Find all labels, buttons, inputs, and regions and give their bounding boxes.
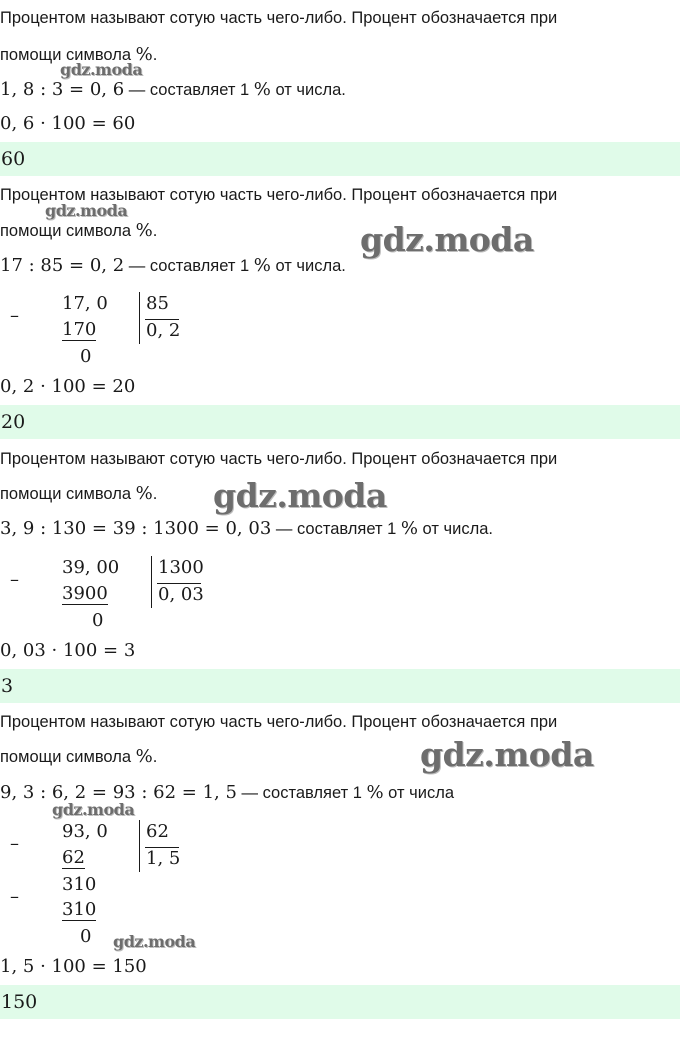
remainder: 0: [92, 610, 104, 631]
watermark: gdz.moda: [45, 201, 128, 220]
remainder: 0: [80, 926, 92, 947]
watermark: gdz.moda: [113, 932, 196, 951]
definition-text: помощи символа: [0, 748, 136, 766]
minus-sign: –: [10, 569, 19, 590]
equation-3: [0, 518, 493, 540]
product-1: 0, 6 · 100 = 60: [0, 113, 136, 134]
answer-2: [0, 405, 680, 439]
percent-symbol: %: [253, 79, 271, 100]
minus-sign: –: [10, 886, 19, 907]
equation-note: — составляет 1: [271, 520, 401, 538]
period: .: [152, 748, 158, 766]
dividend: 39, 00: [62, 557, 120, 578]
division-bracket: [139, 292, 140, 344]
percent-symbol: %: [135, 746, 153, 767]
division-bracket: [151, 556, 152, 608]
answer-value: 3: [1, 675, 14, 697]
partial-dividend: 310: [62, 874, 97, 895]
percent-symbol: %: [253, 255, 271, 276]
definition-text: помощи символа: [0, 222, 136, 240]
period: .: [152, 222, 158, 240]
percent-symbol: %: [400, 518, 418, 539]
percent-symbol: %: [366, 782, 384, 803]
subtrahend: 170: [62, 319, 97, 340]
equation-text: 9, 3 : 6, 2 = 93 : 62 = 1, 5: [0, 782, 237, 803]
answer-1: [0, 142, 680, 176]
definition-line-2: [0, 221, 157, 241]
product-2: 0, 2 · 100 = 20: [0, 376, 136, 397]
equation-note-end: от числа.: [417, 520, 493, 538]
period: .: [152, 46, 158, 64]
definition-line-1: Процентом называют сотую часть чего-либо. Процент обозначается при: [0, 713, 558, 731]
product-3: 0, 03 · 100 = 3: [0, 640, 136, 661]
answer-3: [0, 669, 680, 703]
equation-1: [0, 79, 346, 101]
equation-note: — составляет 1: [124, 81, 254, 99]
percent-symbol: %: [135, 44, 153, 65]
watermark: gdz.moda: [52, 800, 135, 819]
equation-note-end: от числа: [383, 784, 455, 802]
equation-note: — составляет 1: [236, 784, 367, 802]
definition-text: помощи символа: [0, 485, 136, 503]
equation-2: [0, 255, 346, 277]
division-bracket: [139, 820, 140, 872]
subtrahend: 310: [62, 899, 97, 920]
divisor: 85: [146, 293, 169, 314]
equation-text: 1, 8 : 3 = 0, 6: [0, 79, 125, 100]
definition-text: помощи символа: [0, 46, 136, 64]
subtrahend: 62: [62, 847, 85, 868]
definition-line-2: [0, 747, 157, 767]
equation-text: 3, 9 : 130 = 39 : 1300 = 0, 03: [0, 518, 272, 539]
product-4: 1, 5 · 100 = 150: [0, 956, 147, 977]
answer-value: 60: [1, 148, 26, 170]
definition-line-2: [0, 484, 157, 504]
watermark: gdz.moda: [420, 735, 594, 774]
percent-symbol: %: [135, 483, 153, 504]
answer-value: 20: [1, 411, 26, 433]
subtrahend: 3900: [62, 583, 108, 604]
percent-symbol: %: [135, 220, 153, 241]
watermark: gdz.moda: [360, 220, 534, 259]
dividend: 93, 0: [62, 821, 108, 842]
definition-line-1: Процентом называют сотую часть чего-либо. Процент обозначается при: [0, 450, 558, 468]
equation-note: — составляет 1: [124, 257, 254, 275]
divisor: 62: [146, 821, 169, 842]
quotient: 0, 03: [158, 584, 204, 605]
watermark: gdz.moda: [213, 476, 387, 515]
quotient: 1, 5: [146, 848, 181, 869]
answer-value: 150: [1, 991, 38, 1013]
minus-sign: –: [10, 305, 19, 326]
dividend: 17, 0: [62, 293, 108, 314]
answer-4: [0, 985, 680, 1019]
equation-note-end: от числа.: [270, 257, 346, 275]
equation-text: 17 : 85 = 0, 2: [0, 255, 125, 276]
divisor: 1300: [158, 557, 204, 578]
definition-line-1: Процентом называют сотую часть чего-либо. Процент обозначается при: [0, 186, 558, 204]
minus-sign: –: [10, 833, 19, 854]
equation-note-end: от числа.: [270, 81, 346, 99]
watermark: gdz.moda: [60, 60, 143, 79]
period: .: [152, 485, 158, 503]
remainder: 0: [80, 346, 92, 367]
quotient: 0, 2: [146, 320, 181, 341]
definition-line-1: Процентом называют сотую часть чего-либо. Процент обозначается при: [0, 9, 558, 27]
